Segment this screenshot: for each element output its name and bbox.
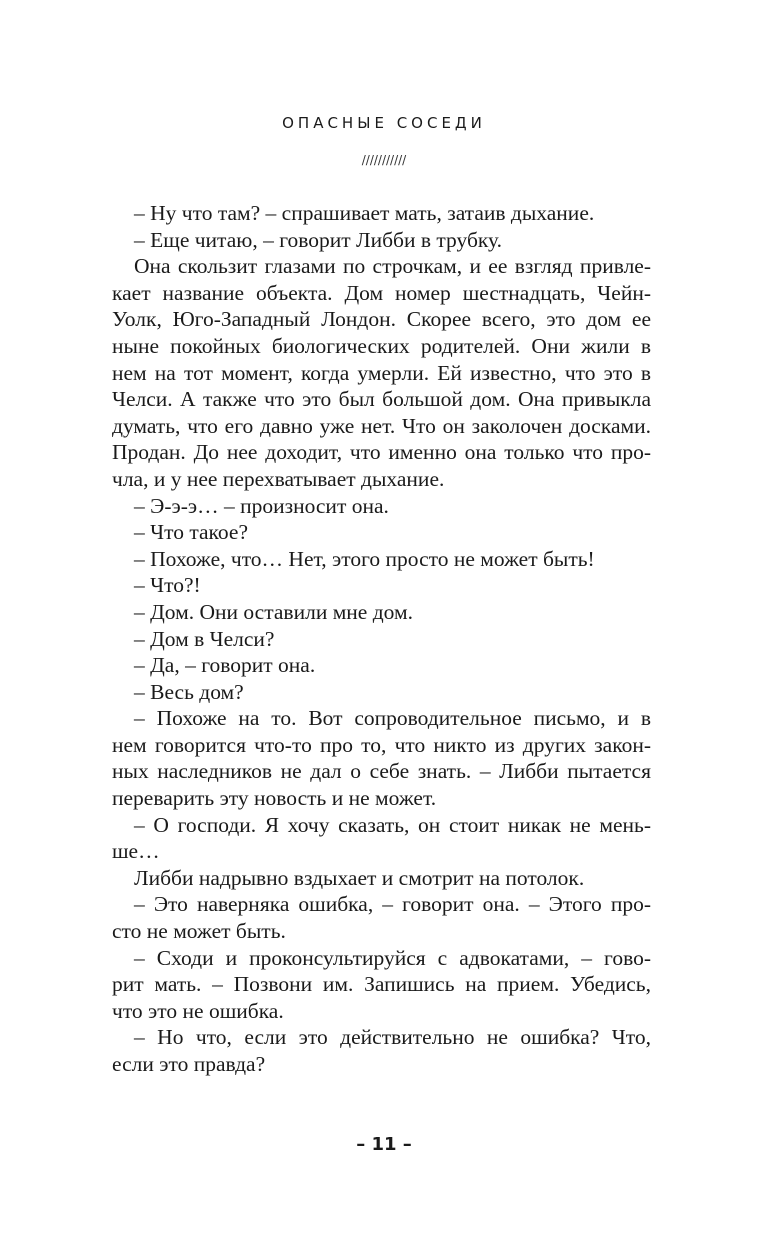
text-line bbox=[112, 812, 651, 839]
text-line-content: если это правда? bbox=[112, 1052, 266, 1076]
text-line-content: – Похоже на то. Вот сопроводительное письмо, и в bbox=[134, 706, 651, 731]
text-line-content: – Дом. Они оставили мне дом. bbox=[134, 599, 413, 624]
text-line-content: думать, что его давно уже нет. Что он заколочен досками. bbox=[112, 413, 651, 438]
text-line-content: – Еще читаю, – говорит Либби в трубку. bbox=[134, 227, 503, 252]
text-line-content: Либби надрывно вздыхает и смотрит на потолок. bbox=[134, 865, 585, 890]
text-line-content: – Э-э-э… – произносит она. bbox=[134, 493, 389, 518]
text-line-content: что это не ошибка. bbox=[112, 998, 284, 1023]
text-line bbox=[112, 572, 651, 599]
text-line-content: Челси. А также что это был большой дом. Она привыкла bbox=[112, 387, 651, 412]
text-line bbox=[112, 413, 651, 440]
text-line-content: сто не может быть. bbox=[112, 919, 286, 944]
text-line bbox=[112, 333, 651, 360]
page-number: – 11 – bbox=[356, 1134, 412, 1155]
text-line-content: ше… bbox=[112, 839, 160, 864]
text-line bbox=[112, 306, 651, 333]
ornament-divider: /////////// bbox=[361, 153, 407, 167]
text-line bbox=[112, 599, 651, 626]
text-line bbox=[112, 1051, 651, 1078]
text-line bbox=[112, 280, 651, 307]
text-line bbox=[112, 945, 651, 972]
text-line bbox=[112, 546, 651, 573]
body-text bbox=[112, 200, 651, 1078]
text-line-content: – О господи. Я хочу сказать, он стоит никак не мень- bbox=[134, 812, 651, 837]
text-line bbox=[112, 1024, 651, 1051]
running-head: ОПАСНЫЕ СОСЕДИ bbox=[282, 114, 486, 132]
text-line bbox=[112, 971, 651, 998]
text-line-content: – Весь дом? bbox=[134, 679, 244, 704]
text-line-content: – Что такое? bbox=[134, 520, 248, 545]
text-line bbox=[112, 918, 651, 945]
text-line bbox=[112, 679, 651, 706]
text-line-content: нем говорится что-то про то, что никто из других закон- bbox=[112, 732, 651, 757]
text-line-content: переварить эту новость и не может. bbox=[112, 786, 437, 811]
text-line bbox=[112, 838, 651, 865]
text-line-content: Она скользит глазами по строчкам, и ее взгляд привле- bbox=[134, 254, 651, 279]
text-line bbox=[112, 732, 651, 759]
text-line bbox=[112, 758, 651, 785]
text-line-content: чла, и у нее перехватывает дыхание. bbox=[112, 466, 445, 491]
text-line bbox=[112, 519, 651, 546]
text-line-content: – Сходи и проконсультируйся с адвокатами, – гово- bbox=[134, 945, 651, 970]
text-line bbox=[112, 200, 651, 227]
text-line bbox=[112, 652, 651, 679]
text-line-content: – Но что, если это действительно не ошибка? Что, bbox=[134, 1025, 651, 1050]
text-line-content: – Что?! bbox=[134, 573, 201, 598]
text-line bbox=[112, 891, 651, 918]
text-line-content: – Похоже, что… Нет, этого просто не может быть! bbox=[134, 546, 595, 571]
text-line bbox=[112, 626, 651, 653]
text-line bbox=[112, 785, 651, 812]
text-line bbox=[112, 493, 651, 520]
text-line bbox=[112, 865, 651, 892]
text-line-content: Уолк, Юго-Западный Лондон. Скорее всего, это дом ее bbox=[112, 307, 651, 332]
text-line-content: – Это наверняка ошибка, – говорит она. – Этого про- bbox=[134, 892, 651, 917]
text-line-content: ных наследников не дал о себе знать. – Либби пытается bbox=[112, 759, 651, 784]
text-line-content: нем на тот момент, когда умерли. Ей известно, что это в bbox=[112, 360, 651, 385]
text-line-content: кает название объекта. Дом номер шестнадцать, Чейн- bbox=[112, 280, 651, 305]
text-line bbox=[112, 360, 651, 387]
text-line bbox=[112, 705, 651, 732]
text-line bbox=[112, 439, 651, 466]
text-line-content: ныне покойных биологических родителей. Они жили в bbox=[112, 333, 651, 358]
text-line-content: – Да, – говорит она. bbox=[134, 653, 316, 678]
text-line-content: Продан. До нее доходит, что именно она только что про- bbox=[112, 440, 651, 465]
text-line bbox=[112, 466, 651, 493]
text-line bbox=[112, 253, 651, 280]
text-line bbox=[112, 386, 651, 413]
text-line bbox=[112, 227, 651, 254]
text-line-content: – Ну что там? – спрашивает мать, затаив дыхание. bbox=[134, 201, 595, 225]
text-line bbox=[112, 998, 651, 1025]
text-line-content: – Дом в Челси? bbox=[134, 626, 275, 651]
text-line-content: рит мать. – Позвони им. Запишись на прием. Убедись, bbox=[112, 972, 651, 997]
